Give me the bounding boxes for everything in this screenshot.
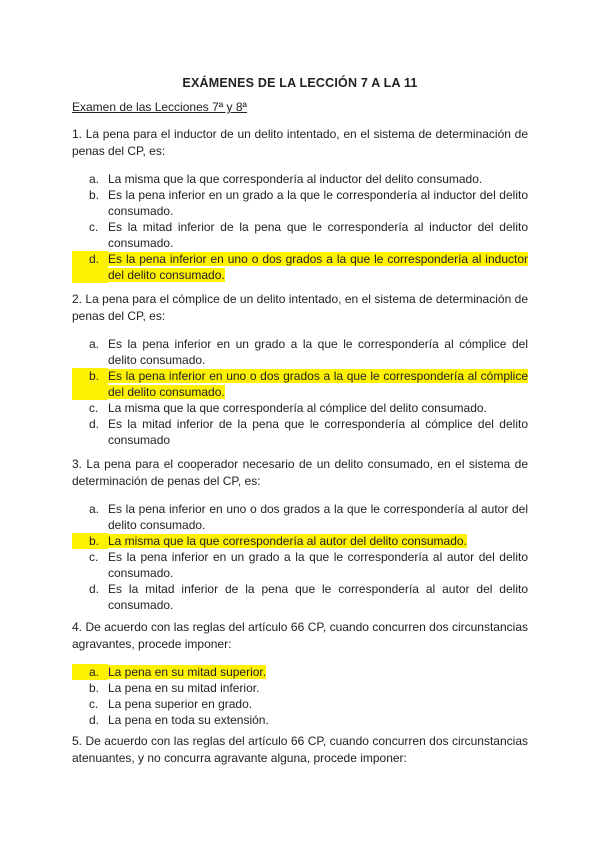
option-label: d. <box>89 417 100 431</box>
option-d <box>72 416 528 448</box>
option-label: c. <box>89 697 99 711</box>
option-text: Es la pena inferior en un grado a la que le correspondería al cómplice del delito consumado. <box>108 337 528 367</box>
option-label: a. <box>89 502 100 516</box>
option-a <box>72 171 528 187</box>
option-d <box>72 581 528 613</box>
option-a <box>72 501 528 533</box>
option-a-highlighted <box>72 664 528 680</box>
option-text: La pena en toda su extensión. <box>108 713 269 727</box>
option-d <box>72 712 528 728</box>
question-5 <box>72 733 528 767</box>
question-stem: 2. La pena para el cómplice de un delito intentado, en el sistema de determinación de penas del CP, es: <box>72 292 528 323</box>
question-4 <box>72 619 528 728</box>
question-1 <box>72 126 528 283</box>
question-3 <box>72 456 528 613</box>
question-2 <box>72 291 528 448</box>
option-c <box>72 696 528 712</box>
option-label: b. <box>72 533 108 549</box>
page-title: EXÁMENES DE LA LECCIÓN 7 A LA 11 <box>182 76 418 90</box>
option-label: d. <box>89 582 100 596</box>
option-text: Es la mitad inferior de la pena que le correspondería al autor del delito consumado. <box>108 582 528 612</box>
option-c <box>72 219 528 251</box>
options-list <box>72 336 528 448</box>
option-text: La misma que la que correspondería al inductor del delito consumado. <box>108 172 483 186</box>
option-text: Es la pena inferior en un grado a la que le correspondería al inductor del delito consumado. <box>108 188 528 218</box>
option-text: Es la pena inferior en uno o dos grados a la que le correspondería al cómplice del delito consumado. <box>108 369 528 399</box>
option-label: b. <box>89 188 100 202</box>
options-list <box>72 171 528 283</box>
option-c <box>72 549 528 581</box>
option-text: Es la mitad inferior de la pena que le correspondería al inductor del delito consumado. <box>108 220 528 250</box>
option-text: Es la mitad inferior de la pena que le correspondería al cómplice del delito consumado <box>108 417 528 447</box>
option-label: a. <box>72 664 108 680</box>
question-stem: 4. De acuerdo con las reglas del artículo 66 CP, cuando concurren dos circunstancias agravantes, procede imponer: <box>72 620 528 651</box>
section-subtitle: Examen de las Lecciones 7ª y 8ª <box>72 100 247 114</box>
question-stem: 5. De acuerdo con las reglas del artículo 66 CP, cuando concurren dos circunstancias atenuantes, y no concurra agravante alguna, procede imponer: <box>72 734 528 765</box>
option-label: c. <box>89 550 99 564</box>
option-label: c. <box>89 220 99 234</box>
option-label: a. <box>89 337 100 351</box>
option-label: a. <box>89 172 100 186</box>
options-list <box>72 501 528 613</box>
option-text: La misma que la que correspondería al cómplice del delito consumado. <box>108 401 487 415</box>
option-label: d. <box>72 251 108 283</box>
option-text: La pena en su mitad inferior. <box>108 681 260 695</box>
option-text: Es la pena inferior en uno o dos grados a la que le correspondería al autor del delito consumado. <box>108 502 528 532</box>
option-label: c. <box>89 401 99 415</box>
question-stem: 3. La pena para el cooperador necesario de un delito consumado, en el sistema de determinación de penas del CP, es: <box>72 457 528 488</box>
option-d-highlighted <box>72 251 528 283</box>
option-text: La pena superior en grado. <box>108 697 253 711</box>
option-label: d. <box>89 713 100 727</box>
option-b-highlighted <box>72 368 528 400</box>
option-text: Es la pena inferior en un grado a la que le correspondería al autor del delito consumado. <box>108 550 528 580</box>
option-text: La pena en su mitad superior. <box>108 665 267 679</box>
option-label: b. <box>89 681 100 695</box>
option-c <box>72 400 528 416</box>
options-list <box>72 664 528 728</box>
question-stem: 1. La pena para el inductor de un delito intentado, en el sistema de determinación de penas del CP, es: <box>72 127 528 158</box>
option-b <box>72 680 528 696</box>
option-a <box>72 336 528 368</box>
option-label: b. <box>72 368 108 400</box>
option-b-highlighted <box>72 533 528 549</box>
option-text: Es la pena inferior en uno o dos grados a la que le correspondería al inductor del delito consumado. <box>108 252 528 282</box>
option-b <box>72 187 528 219</box>
option-text: La misma que la que correspondería al autor del delito consumado. <box>108 534 467 548</box>
